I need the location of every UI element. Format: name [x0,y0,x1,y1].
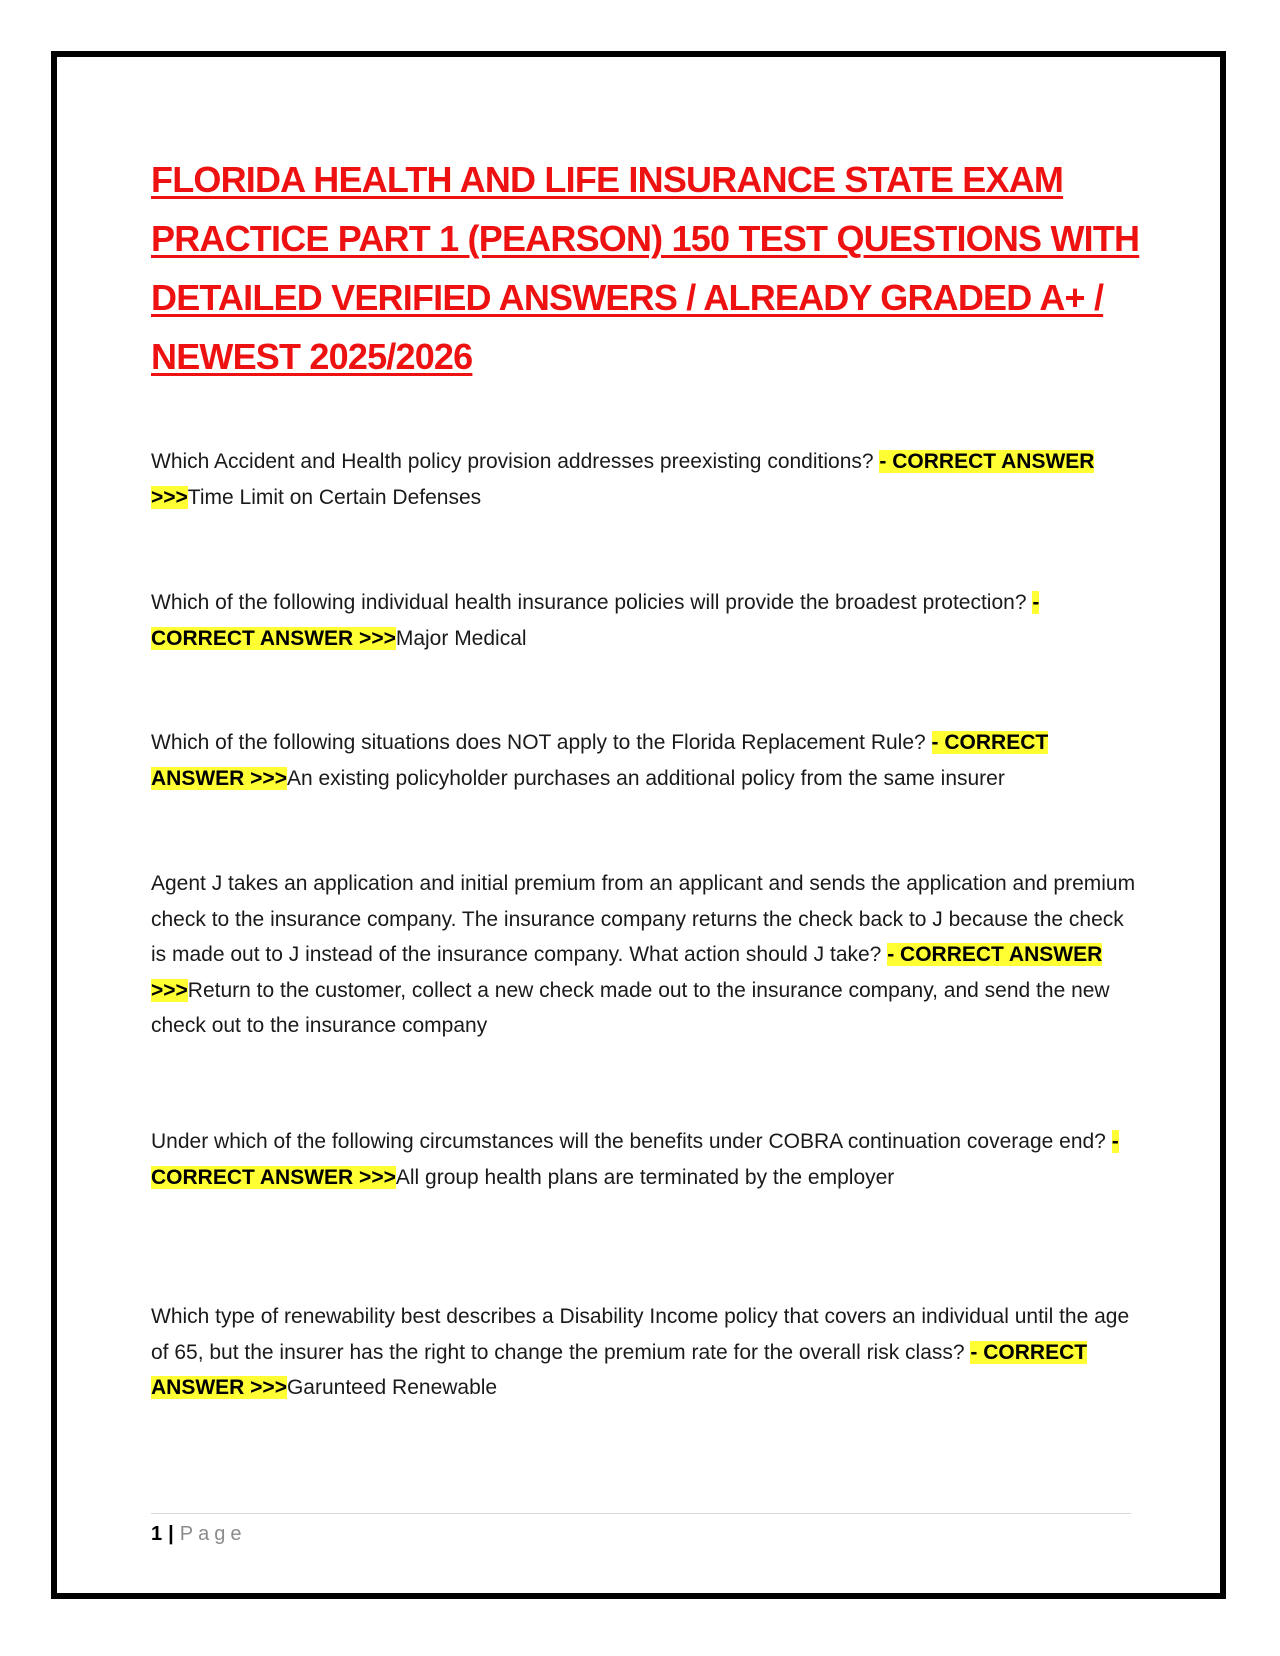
correct-answer-marker: - CORRECT ANSWER >>> [151,591,1040,650]
answer-text: Return to the customer, collect a new check made out to the insurance company, and send the new check out to the insurance company [151,978,1110,1037]
answer-text: All group health plans are terminated by the employer [395,1165,895,1189]
answer-text: Time Limit on Certain Defenses [187,485,482,509]
correct-answer-marker: - CORRECT ANSWER >>> [151,943,1103,1002]
qa-item-6 [151,1299,1136,1406]
page-label: Page [179,1523,247,1545]
qa-item-1 [151,444,1136,515]
correct-answer-marker: - CORRECT ANSWER >>> [151,450,1095,509]
correct-answer-marker: - CORRECT ANSWER >>> [151,1340,1088,1399]
answer-text: Garunteed Renewable [286,1376,498,1399]
question-text: Agent J takes an application and initial premium from an applicant and sends the application and premium check to the insurance company. The insurance company returns the check back to J because the check is made out to J instead of the insurance company. What action should J take? [151,872,1136,966]
question-text: Which of the following individual health insurance policies will provide the broadest protection? [151,591,1033,614]
qa-item-4 [151,866,1136,1044]
question-text: Which type of renewability best describes a Disability Income policy that covers an individual until the age of 65, but the insurer has the right to change the premium rate for the overall risk class? [151,1305,1130,1364]
answer-text: An existing policyholder purchases an additional policy from the same insurer [286,766,1005,790]
page-footer [151,1520,246,1548]
question-text: Which of the following situations does NOT apply to the Florida Replacement Rule? [151,731,932,754]
correct-answer-marker: - CORRECT ANSWER >>> [151,1130,1119,1189]
footer-divider [151,1513,1131,1514]
question-text: Which Accident and Health policy provision addresses preexisting conditions? [151,450,880,473]
correct-answer-marker: - CORRECT ANSWER >>> [151,731,1049,790]
question-text: Under which of the following circumstances will the benefits under COBRA continuation coverage end? [151,1130,1112,1153]
answer-text: Major Medical [395,626,527,650]
page-separator: | [168,1523,174,1545]
qa-item-2 [151,585,1136,656]
qa-item-5 [151,1124,1136,1195]
page-number: 1 [151,1523,163,1545]
document-title: FLORIDA HEALTH AND LIFE INSURANCE STATE EXAM PRACTICE PART 1 (PEARSON) 150 TEST QUESTIONS WITH DETAILED VERIFIED ANSWERS / ALREADY GRADED A+ / NEWEST 2025/2026 [151,159,1140,377]
qa-item-3 [151,725,1136,796]
